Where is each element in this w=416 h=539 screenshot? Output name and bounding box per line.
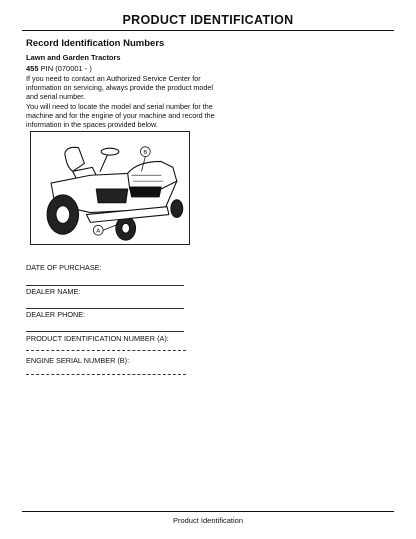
title-divider xyxy=(22,30,394,31)
model-pin: PIN (070001 - ) xyxy=(40,64,92,73)
sub-heading: Lawn and Garden Tractors xyxy=(26,53,121,62)
callout-a: A xyxy=(96,228,101,235)
footer-text: Product Identification xyxy=(172,516,244,525)
field-label-date-of-purchase: DATE OF PURCHASE: xyxy=(26,263,102,272)
field-line-dealer-phone[interactable] xyxy=(26,331,184,332)
callout-b: B xyxy=(143,150,148,157)
field-label-product-id-number: PRODUCT IDENTIFICATION NUMBER (A): xyxy=(26,334,169,343)
paragraph-locate: You will need to locate the model and serial number for the machine and for the engine of your machine and record the information in the spaces provided below. xyxy=(26,102,215,129)
model-line xyxy=(26,64,92,73)
field-label-engine-serial-number: ENGINE SERIAL NUMBER (B): xyxy=(26,356,130,365)
field-label-dealer-name: DEALER NAME: xyxy=(26,287,81,296)
field-line-dealer-name[interactable] xyxy=(26,308,184,309)
page-title: PRODUCT IDENTIFICATION xyxy=(122,13,294,27)
field-line-product-id-number[interactable] xyxy=(26,350,186,351)
tractor-drawing xyxy=(31,132,189,244)
field-line-date-of-purchase[interactable] xyxy=(26,285,184,286)
paragraph-service: If you need to contact an Authorized Service Center for information on servicing, always provide the product model and serial number. xyxy=(26,74,213,101)
model-number: 455 xyxy=(26,64,39,73)
footer-divider xyxy=(22,511,394,512)
field-label-dealer-phone: DEALER PHONE: xyxy=(26,310,86,319)
tractor-illustration xyxy=(30,131,190,245)
section-heading: Record Identification Numbers xyxy=(26,38,165,49)
field-line-engine-serial-number[interactable] xyxy=(26,374,186,375)
